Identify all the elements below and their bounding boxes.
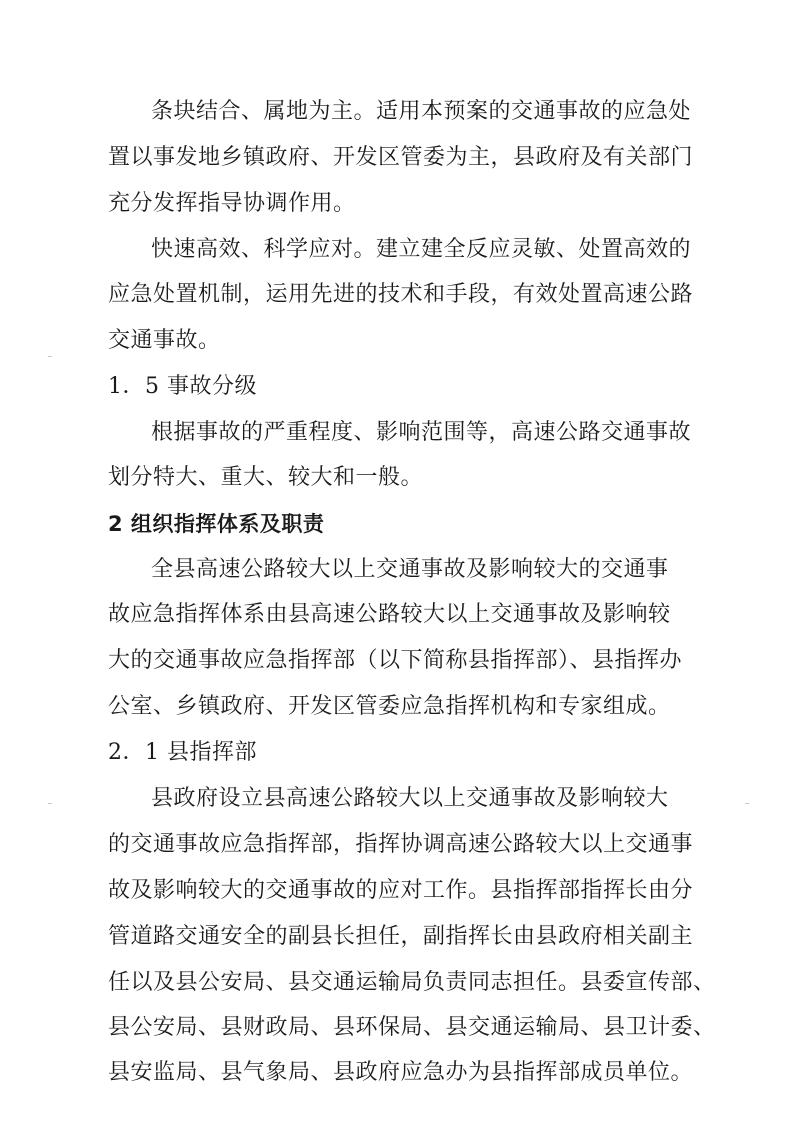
paragraph-efficiency-line-2: 应急处置机制，运用先进的技术和手段，有效处置高速公路 — [108, 282, 694, 307]
section-heading-1-5: 1．5 事故分级 — [108, 374, 257, 399]
section-heading-2: 2 组织指挥体系及职责 — [108, 512, 325, 536]
paragraph-principle-continued-line-2: 置以事发地乡镇政府、开发区管委为主，县政府及有关部门 — [108, 145, 694, 170]
scan-margin-mark — [745, 803, 749, 804]
paragraph-system-line-4: 公室、乡镇政府、开发区管委应急指挥机构和专家组成。 — [108, 694, 671, 719]
paragraph-command-line-6: 县公安局、县财政局、县环保局、县交通运输局、县卫计委、 — [108, 1015, 716, 1040]
paragraph-principle-continued-line-1: 条块结合、属地为主。适用本预案的交通事故的应急处 — [151, 99, 692, 124]
paragraph-classification-line-1: 根据事故的严重程度、影响范围等，高速公路交通事故 — [151, 420, 692, 445]
paragraph-command-line-7: 县安监局、县气象局、县政府应急办为县指挥部成员单位。 — [108, 1060, 694, 1085]
section-heading-2-1: 2．1 县指挥部 — [108, 740, 257, 765]
paragraph-system-line-3: 大的交通事故应急指挥部（以下简称县指挥部）、县指挥办 — [108, 648, 683, 673]
paragraph-classification-line-2: 划分特大、重大、较大和一般。 — [108, 465, 424, 490]
paragraph-command-line-1: 县政府设立县高速公路较大以上交通事故及影响较大 — [151, 786, 669, 811]
paragraph-system-line-2: 故应急指挥体系由县高速公路较大以上交通事故及影响较 — [108, 602, 671, 627]
paragraph-principle-continued-line-3: 充分发挥指导协调作用。 — [108, 191, 356, 216]
scan-margin-mark — [48, 803, 52, 804]
paragraph-command-line-4: 管道路交通安全的副县长担任，副指挥长由县政府相关副主 — [108, 924, 694, 949]
scan-margin-mark — [48, 356, 52, 357]
paragraph-command-line-3: 故及影响较大的交通事故的应对工作。县指挥部指挥长由分 — [108, 878, 694, 903]
paragraph-command-line-2: 的交通事故应急指挥部，指挥协调高速公路较大以上交通事 — [108, 832, 694, 857]
paragraph-system-line-1: 全县高速公路较大以上交通事故及影响较大的交通事 — [151, 557, 669, 582]
paragraph-efficiency-line-1: 快速高效、科学应对。建立建全反应灵敏、处置高效的 — [151, 237, 692, 262]
paragraph-efficiency-line-3: 交通事故。 — [108, 328, 221, 353]
paragraph-command-line-5: 任以及县公安局、县交通运输局负责同志担任。县委宣传部、 — [108, 970, 716, 995]
